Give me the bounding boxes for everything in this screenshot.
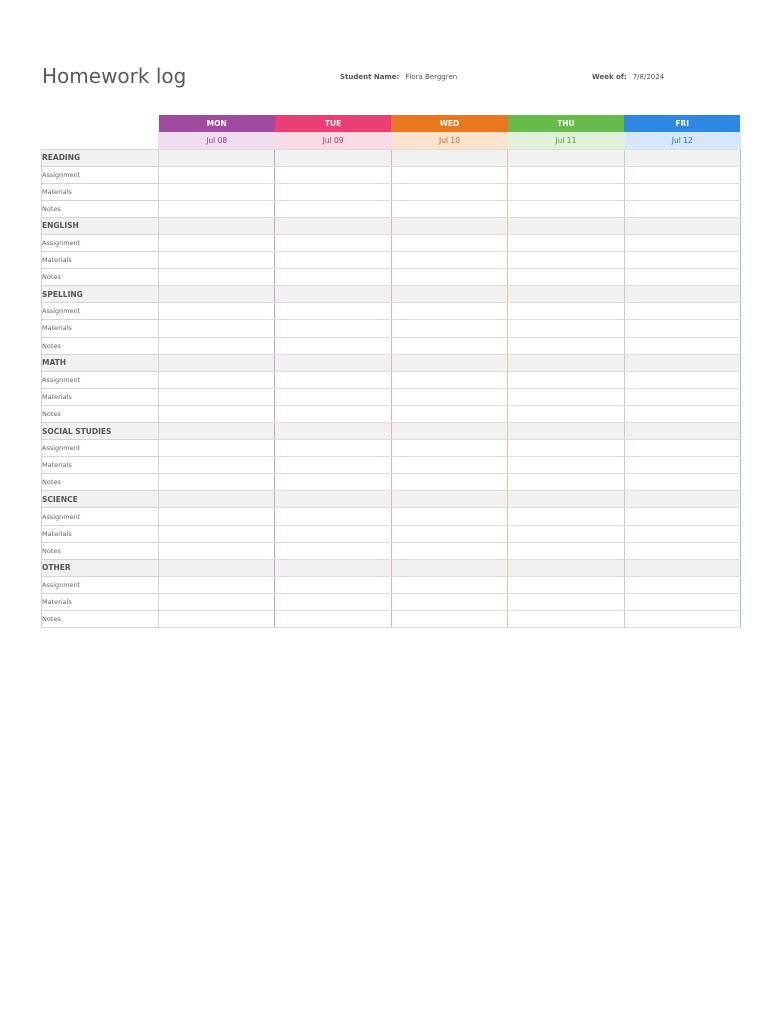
row-math-materials: [42, 388, 741, 405]
entry-cell-thu[interactable]: [508, 234, 624, 251]
entry-cell-thu[interactable]: [508, 440, 624, 457]
entry-cell-fri[interactable]: [624, 440, 740, 457]
subject-cell-wed[interactable]: [391, 217, 507, 234]
entry-cell-wed[interactable]: [391, 611, 507, 628]
row-label-materials: Materials: [42, 593, 159, 610]
subject-cell-wed[interactable]: [391, 354, 507, 371]
entry-cell-mon[interactable]: [159, 611, 275, 628]
row-social-studies-assignment: [42, 440, 741, 457]
subject-label: SPELLING: [42, 286, 159, 303]
entry-cell-mon[interactable]: [159, 576, 275, 593]
subject-label: MATH: [42, 354, 159, 371]
subject-cell-thu[interactable]: [508, 423, 624, 440]
row-math-assignment: [42, 371, 741, 388]
entry-cell-wed[interactable]: [391, 457, 507, 474]
entry-cell-thu[interactable]: [508, 252, 624, 269]
subject-cell-tue[interactable]: [275, 423, 391, 440]
entry-cell-tue[interactable]: [275, 405, 391, 422]
entry-cell-tue[interactable]: [275, 371, 391, 388]
row-spelling-notes: [42, 337, 741, 354]
row-label-assignment: Assignment: [42, 166, 159, 183]
entry-cell-tue[interactable]: [275, 611, 391, 628]
subject-cell-fri[interactable]: [624, 149, 740, 166]
row-reading-materials: [42, 183, 741, 200]
subject-cell-fri[interactable]: [624, 423, 740, 440]
date-header-tue: Jul 09: [275, 132, 391, 149]
subject-row-math: [42, 354, 741, 371]
entry-cell-fri[interactable]: [624, 303, 740, 320]
date-header-thu: Jul 11: [508, 132, 624, 149]
subject-cell-tue[interactable]: [275, 559, 391, 576]
entry-cell-fri[interactable]: [624, 593, 740, 610]
row-label-materials: Materials: [42, 388, 159, 405]
entry-cell-mon[interactable]: [159, 200, 275, 217]
entry-cell-thu[interactable]: [508, 405, 624, 422]
entry-cell-wed[interactable]: [391, 166, 507, 183]
entry-cell-mon[interactable]: [159, 166, 275, 183]
entry-cell-wed[interactable]: [391, 371, 507, 388]
entry-cell-fri[interactable]: [624, 474, 740, 491]
subject-cell-fri[interactable]: [624, 354, 740, 371]
entry-cell-wed[interactable]: [391, 269, 507, 286]
page-title: Homework log: [42, 64, 187, 88]
entry-cell-mon[interactable]: [159, 388, 275, 405]
subject-cell-fri[interactable]: [624, 286, 740, 303]
entry-cell-thu[interactable]: [508, 371, 624, 388]
entry-cell-tue[interactable]: [275, 200, 391, 217]
subject-row-english: [42, 217, 741, 234]
subject-label: OTHER: [42, 559, 159, 576]
row-spelling-materials: [42, 320, 741, 337]
entry-cell-tue[interactable]: [275, 440, 391, 457]
entry-cell-wed[interactable]: [391, 183, 507, 200]
entry-cell-wed[interactable]: [391, 405, 507, 422]
entry-cell-thu[interactable]: [508, 200, 624, 217]
entry-cell-wed[interactable]: [391, 593, 507, 610]
row-label-notes: Notes: [42, 611, 159, 628]
entry-cell-wed[interactable]: [391, 337, 507, 354]
entry-cell-tue[interactable]: [275, 234, 391, 251]
subject-row-reading: [42, 149, 741, 166]
entry-cell-wed[interactable]: [391, 320, 507, 337]
entry-cell-tue[interactable]: [275, 166, 391, 183]
subject-cell-mon[interactable]: [159, 354, 275, 371]
row-math-notes: [42, 405, 741, 422]
entry-cell-tue[interactable]: [275, 576, 391, 593]
day-header-thu: THU: [508, 115, 624, 132]
row-label-notes: Notes: [42, 405, 159, 422]
row-spelling-assignment: [42, 303, 741, 320]
row-reading-assignment: [42, 166, 741, 183]
subject-cell-wed[interactable]: [391, 491, 507, 508]
row-other-materials: [42, 593, 741, 610]
subject-row-social-studies: [42, 423, 741, 440]
entry-cell-mon[interactable]: [159, 593, 275, 610]
entry-cell-fri[interactable]: [624, 405, 740, 422]
entry-cell-mon[interactable]: [159, 405, 275, 422]
entry-cell-thu[interactable]: [508, 542, 624, 559]
entry-cell-mon[interactable]: [159, 525, 275, 542]
entry-cell-thu[interactable]: [508, 337, 624, 354]
subject-cell-thu[interactable]: [508, 217, 624, 234]
subject-cell-fri[interactable]: [624, 559, 740, 576]
entry-cell-wed[interactable]: [391, 234, 507, 251]
row-label-notes: Notes: [42, 200, 159, 217]
subject-cell-tue[interactable]: [275, 149, 391, 166]
entry-cell-fri[interactable]: [624, 525, 740, 542]
subject-cell-wed[interactable]: [391, 423, 507, 440]
entry-cell-wed[interactable]: [391, 388, 507, 405]
subject-cell-fri[interactable]: [624, 217, 740, 234]
entry-cell-tue[interactable]: [275, 320, 391, 337]
corner-cell: [42, 132, 159, 149]
entry-cell-mon[interactable]: [159, 303, 275, 320]
entry-cell-fri[interactable]: [624, 542, 740, 559]
subject-cell-tue[interactable]: [275, 491, 391, 508]
entry-cell-fri[interactable]: [624, 320, 740, 337]
entry-cell-mon[interactable]: [159, 542, 275, 559]
entry-cell-tue[interactable]: [275, 252, 391, 269]
corner-cell: [42, 115, 159, 132]
entry-cell-wed[interactable]: [391, 440, 507, 457]
entry-cell-wed[interactable]: [391, 525, 507, 542]
row-label-notes: Notes: [42, 474, 159, 491]
row-science-notes: [42, 542, 741, 559]
subject-cell-thu[interactable]: [508, 559, 624, 576]
date-header-fri: Jul 12: [624, 132, 740, 149]
date-header-wed: Jul 10: [391, 132, 507, 149]
entry-cell-tue[interactable]: [275, 183, 391, 200]
row-reading-notes: [42, 200, 741, 217]
entry-cell-tue[interactable]: [275, 303, 391, 320]
row-label-assignment: Assignment: [42, 440, 159, 457]
subject-cell-wed[interactable]: [391, 559, 507, 576]
row-science-materials: [42, 525, 741, 542]
entry-cell-thu[interactable]: [508, 269, 624, 286]
entry-cell-thu[interactable]: [508, 474, 624, 491]
entry-cell-tue[interactable]: [275, 388, 391, 405]
entry-cell-fri[interactable]: [624, 269, 740, 286]
entry-cell-mon[interactable]: [159, 371, 275, 388]
row-social-studies-materials: [42, 457, 741, 474]
subject-cell-mon[interactable]: [159, 423, 275, 440]
subject-cell-mon[interactable]: [159, 217, 275, 234]
subject-cell-thu[interactable]: [508, 149, 624, 166]
row-english-materials: [42, 252, 741, 269]
subject-cell-thu[interactable]: [508, 491, 624, 508]
subject-row-science: [42, 491, 741, 508]
subject-cell-tue[interactable]: [275, 217, 391, 234]
day-header-tue: TUE: [275, 115, 391, 132]
row-label-materials: Materials: [42, 457, 159, 474]
entry-cell-wed[interactable]: [391, 474, 507, 491]
entry-cell-tue[interactable]: [275, 542, 391, 559]
entry-cell-thu[interactable]: [508, 457, 624, 474]
week-of-value[interactable]: 7/8/2024: [632, 73, 665, 81]
entry-cell-mon[interactable]: [159, 234, 275, 251]
subject-cell-mon[interactable]: [159, 286, 275, 303]
entry-cell-thu[interactable]: [508, 320, 624, 337]
row-english-assignment: [42, 234, 741, 251]
day-header-wed: WED: [391, 115, 507, 132]
entry-cell-fri[interactable]: [624, 576, 740, 593]
row-social-studies-notes: [42, 474, 741, 491]
student-name-label: Student Name:: [340, 73, 400, 81]
student-name-field: [340, 73, 457, 81]
row-label-assignment: Assignment: [42, 303, 159, 320]
date-header-mon: Jul 08: [159, 132, 275, 149]
entry-cell-fri[interactable]: [624, 166, 740, 183]
entry-cell-thu[interactable]: [508, 303, 624, 320]
entry-cell-thu[interactable]: [508, 166, 624, 183]
entry-cell-tue[interactable]: [275, 457, 391, 474]
entry-cell-mon[interactable]: [159, 457, 275, 474]
day-header-row: [42, 115, 741, 132]
row-english-notes: [42, 269, 741, 286]
subject-cell-fri[interactable]: [624, 491, 740, 508]
row-label-assignment: Assignment: [42, 576, 159, 593]
subject-cell-mon[interactable]: [159, 559, 275, 576]
entry-cell-fri[interactable]: [624, 337, 740, 354]
subject-cell-tue[interactable]: [275, 286, 391, 303]
entry-cell-thu[interactable]: [508, 576, 624, 593]
entry-cell-mon[interactable]: [159, 183, 275, 200]
student-name-value[interactable]: Flora Berggren: [405, 73, 458, 81]
day-header-mon: MON: [159, 115, 275, 132]
entry-cell-thu[interactable]: [508, 593, 624, 610]
day-header-fri: FRI: [624, 115, 740, 132]
entry-cell-tue[interactable]: [275, 269, 391, 286]
subject-row-other: [42, 559, 741, 576]
subject-cell-thu[interactable]: [508, 354, 624, 371]
row-label-materials: Materials: [42, 525, 159, 542]
entry-cell-wed[interactable]: [391, 576, 507, 593]
entry-cell-thu[interactable]: [508, 611, 624, 628]
row-label-assignment: Assignment: [42, 508, 159, 525]
entry-cell-wed[interactable]: [391, 252, 507, 269]
homework-grid: [41, 115, 741, 628]
entry-cell-tue[interactable]: [275, 508, 391, 525]
subject-cell-tue[interactable]: [275, 354, 391, 371]
entry-cell-fri[interactable]: [624, 371, 740, 388]
entry-cell-fri[interactable]: [624, 200, 740, 217]
subject-cell-wed[interactable]: [391, 149, 507, 166]
entry-cell-wed[interactable]: [391, 508, 507, 525]
entry-cell-mon[interactable]: [159, 252, 275, 269]
entry-cell-mon[interactable]: [159, 320, 275, 337]
row-other-notes: [42, 611, 741, 628]
entry-cell-mon[interactable]: [159, 269, 275, 286]
entry-cell-fri[interactable]: [624, 388, 740, 405]
subject-cell-mon[interactable]: [159, 491, 275, 508]
row-label-assignment: Assignment: [42, 234, 159, 251]
row-label-assignment: Assignment: [42, 371, 159, 388]
entry-cell-thu[interactable]: [508, 525, 624, 542]
entry-cell-wed[interactable]: [391, 303, 507, 320]
entry-cell-fri[interactable]: [624, 457, 740, 474]
subject-cell-wed[interactable]: [391, 286, 507, 303]
entry-cell-tue[interactable]: [275, 525, 391, 542]
row-label-materials: Materials: [42, 252, 159, 269]
subject-label: ENGLISH: [42, 217, 159, 234]
entry-cell-wed[interactable]: [391, 200, 507, 217]
entry-cell-tue[interactable]: [275, 337, 391, 354]
subject-cell-mon[interactable]: [159, 149, 275, 166]
date-header-row: [42, 132, 741, 149]
row-science-assignment: [42, 508, 741, 525]
entry-cell-thu[interactable]: [508, 183, 624, 200]
entry-cell-tue[interactable]: [275, 474, 391, 491]
row-label-materials: Materials: [42, 183, 159, 200]
entry-cell-tue[interactable]: [275, 593, 391, 610]
week-of-field: [592, 73, 664, 81]
row-label-notes: Notes: [42, 542, 159, 559]
entry-cell-wed[interactable]: [391, 542, 507, 559]
entry-cell-mon[interactable]: [159, 337, 275, 354]
subject-cell-thu[interactable]: [508, 286, 624, 303]
entry-cell-fri[interactable]: [624, 234, 740, 251]
entry-cell-fri[interactable]: [624, 611, 740, 628]
entry-cell-thu[interactable]: [508, 508, 624, 525]
subject-label: SOCIAL STUDIES: [42, 423, 159, 440]
entry-cell-fri[interactable]: [624, 183, 740, 200]
row-label-materials: Materials: [42, 320, 159, 337]
subject-label: READING: [42, 149, 159, 166]
entry-cell-thu[interactable]: [508, 388, 624, 405]
week-of-label: Week of:: [592, 73, 627, 81]
entry-cell-mon[interactable]: [159, 440, 275, 457]
row-other-assignment: [42, 576, 741, 593]
entry-cell-fri[interactable]: [624, 252, 740, 269]
entry-cell-fri[interactable]: [624, 508, 740, 525]
subject-label: SCIENCE: [42, 491, 159, 508]
row-label-notes: Notes: [42, 337, 159, 354]
entry-cell-mon[interactable]: [159, 508, 275, 525]
subject-row-spelling: [42, 286, 741, 303]
row-label-notes: Notes: [42, 269, 159, 286]
entry-cell-mon[interactable]: [159, 474, 275, 491]
